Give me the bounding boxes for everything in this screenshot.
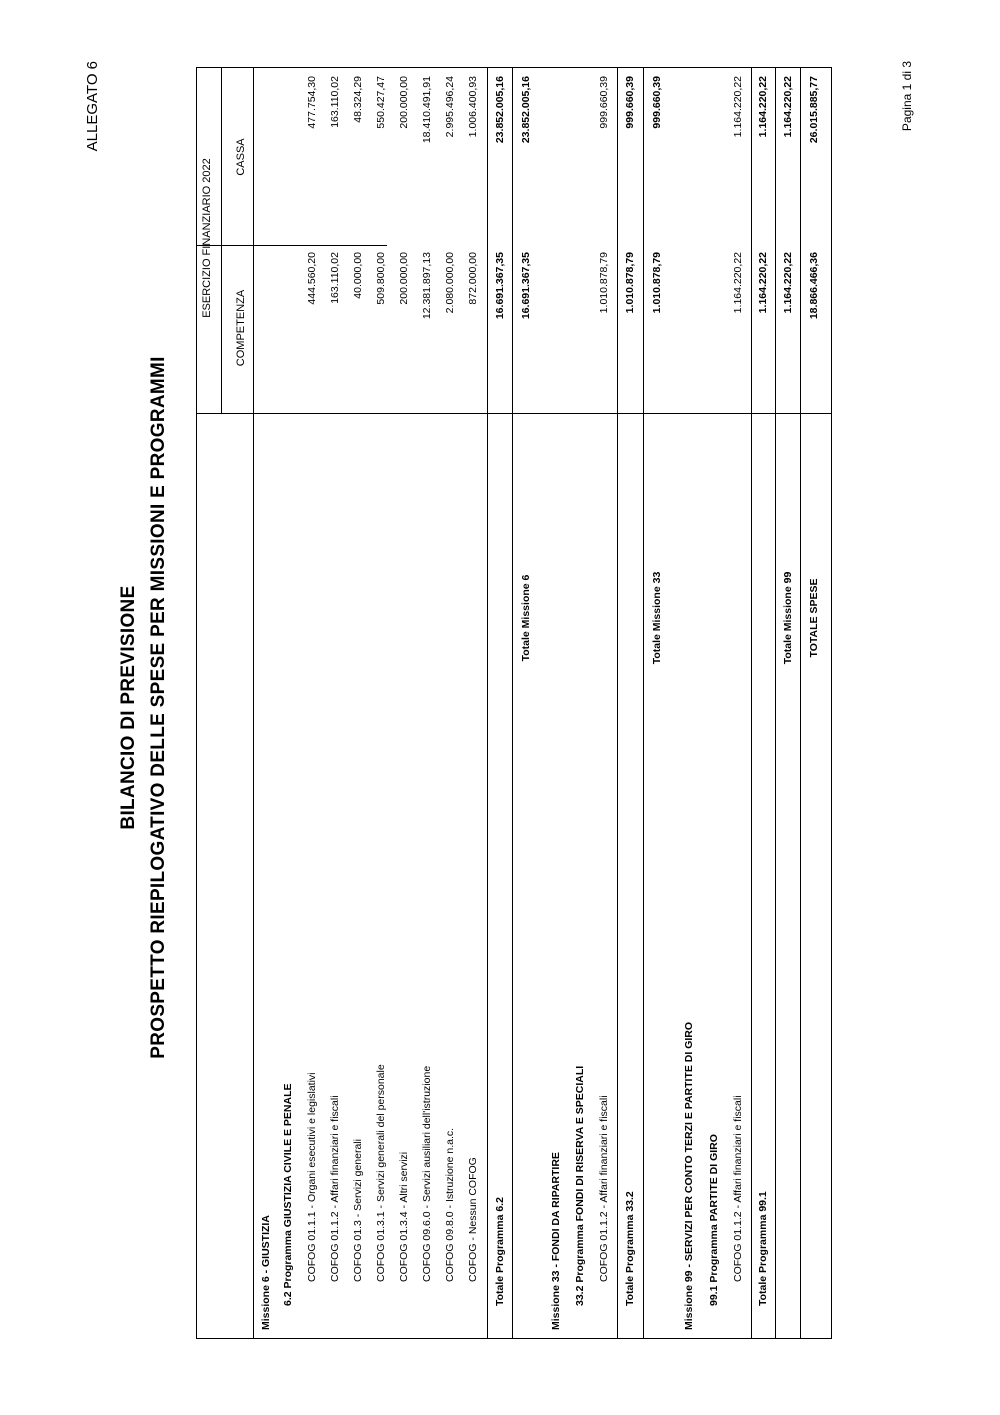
table-row xyxy=(515,68,539,1338)
row-label: COFOG 01.1.2 - Affari finanziari e fiscali xyxy=(598,1095,610,1282)
table-row xyxy=(777,68,801,1338)
cassa-value: 2.995.496,24 xyxy=(444,76,456,138)
competenza-value: 163.110,02 xyxy=(329,252,341,304)
table-row xyxy=(727,68,751,1338)
competenza-value: 1.010.878,79 xyxy=(651,252,663,314)
row-label: 33.2 Programma FONDI DI RISERVA E SPECIALI xyxy=(574,1065,586,1306)
cassa-value: 23.852.005,16 xyxy=(520,76,532,144)
esercizio-header: ESERCIZIO FINANZIARIO 2022 xyxy=(201,158,213,318)
row-label: COFOG 09.6.0 - Servizi ausiliari dell'istruzione xyxy=(421,1065,433,1282)
table-divider xyxy=(253,68,254,1338)
row-label: COFOG - Nessun COFOG xyxy=(467,1157,479,1282)
allegato-label: ALLEGATO 6 xyxy=(84,61,101,152)
row-label: COFOG 01.1.2 - Affari finanziari e fiscali xyxy=(329,1095,341,1282)
cassa-value: 999.660,39 xyxy=(624,76,636,129)
table-divider xyxy=(512,68,513,1338)
row-label: TOTALE SPESE xyxy=(808,578,820,658)
row-label: Totale Programma 99.1 xyxy=(757,1191,769,1306)
table-divider xyxy=(775,68,776,1338)
table-divider xyxy=(487,68,488,1338)
cassa-value: 1.164.220,22 xyxy=(757,76,769,138)
competenza-value: 18.866.466,36 xyxy=(808,252,820,320)
table-row xyxy=(703,68,727,1338)
cassa-value: 163.110,02 xyxy=(329,76,341,128)
table-row xyxy=(347,68,371,1338)
table-divider xyxy=(643,68,644,1338)
row-label: 99.1 Programma PARTITE DI GIRO xyxy=(708,1134,720,1306)
row-label: Totale Programma 33.2 xyxy=(624,1191,636,1306)
table-row xyxy=(646,68,670,1338)
cassa-value: 477.754,30 xyxy=(306,76,318,129)
table-row xyxy=(393,68,417,1338)
table-row xyxy=(370,68,394,1338)
competenza-header: COMPETENZA xyxy=(235,289,247,367)
table-row xyxy=(545,68,569,1338)
table-row xyxy=(301,68,325,1338)
row-label: Totale Missione 6 xyxy=(520,574,532,662)
row-label: Totale Missione 99 xyxy=(782,571,794,665)
row-label: COFOG 01.3.1 - Servizi generali del personale xyxy=(375,1064,387,1282)
cassa-header: CASSA xyxy=(235,138,247,176)
competenza-value: 872.000,00 xyxy=(467,252,479,305)
spese-table xyxy=(196,67,832,1339)
cassa-value: 26.015.885,77 xyxy=(808,76,820,144)
table-row xyxy=(569,68,593,1338)
competenza-value: 16.691.367,35 xyxy=(520,252,532,320)
table-row xyxy=(277,68,301,1338)
table-row xyxy=(619,68,643,1338)
row-label: COFOG 09.8.0 - Istruzione n.a.c. xyxy=(444,1127,456,1282)
row-label: Totale Missione 33 xyxy=(651,571,663,665)
table-row xyxy=(489,68,513,1338)
competenza-value: 16.691.367,35 xyxy=(494,252,506,320)
row-label: 6.2 Programma GIUSTIZIA CIVILE E PENALE xyxy=(282,1083,294,1306)
cassa-value: 18.410.491,91 xyxy=(421,76,433,144)
document-subtitle: PROSPETTO RIEPILOGATIVO DELLE SPESE PER MISSIONI E PROGRAMMI xyxy=(148,356,169,1059)
row-label: COFOG 01.3.4 - Altri servizi xyxy=(398,1151,410,1282)
table-row xyxy=(416,68,440,1338)
table-row xyxy=(593,68,617,1338)
cassa-value: 999.660,39 xyxy=(651,76,663,129)
cassa-value: 1.164.220,22 xyxy=(732,76,744,138)
document-title: BILANCIO DI PREVISIONE xyxy=(118,585,139,830)
row-label: Missione 33 - FONDI DA RIPARTIRE xyxy=(550,1152,562,1330)
cassa-value: 999.660,39 xyxy=(598,76,610,129)
row-label: Totale Programma 6.2 xyxy=(494,1197,506,1306)
table-divider xyxy=(800,68,801,1338)
cassa-value: 48.324,29 xyxy=(352,76,364,123)
competenza-value: 1.010.878,79 xyxy=(624,252,636,314)
row-label: COFOG 01.3 - Servizi generali xyxy=(352,1139,364,1282)
table-row xyxy=(678,68,702,1338)
competenza-value: 1.010.878,79 xyxy=(598,252,610,314)
competenza-value: 1.164.220,22 xyxy=(732,252,744,314)
table-divider xyxy=(617,68,618,1338)
table-divider xyxy=(221,68,222,414)
cassa-value: 23.852.005,16 xyxy=(494,76,506,144)
competenza-value: 1.164.220,22 xyxy=(757,252,769,314)
table-row xyxy=(255,68,279,1338)
competenza-value: 509.800,00 xyxy=(375,252,387,305)
competenza-value: 40.000,00 xyxy=(352,252,364,299)
row-label: Missione 99 - SERVIZI PER CONTO TERZI E PARTITE DI GIRO xyxy=(683,1021,695,1330)
table-row xyxy=(803,68,827,1338)
table-row xyxy=(324,68,348,1338)
competenza-value: 2.080.000,00 xyxy=(444,252,456,314)
cassa-value: 1.006.400,93 xyxy=(467,76,479,138)
cassa-value: 550.427,47 xyxy=(375,76,387,129)
table-row xyxy=(752,68,776,1338)
competenza-value: 444.560,20 xyxy=(306,252,318,305)
table-row xyxy=(439,68,463,1338)
competenza-value: 1.164.220,22 xyxy=(782,252,794,314)
competenza-value: 200.000,00 xyxy=(398,252,410,305)
row-label: COFOG 01.1.1 - Organi esecutivi e legislativi xyxy=(306,1072,318,1282)
cassa-value: 200.000,00 xyxy=(398,76,410,129)
row-label: Missione 6 - GIUSTIZIA xyxy=(260,1215,272,1330)
row-label: COFOG 01.1.2 - Affari finanziari e fiscali xyxy=(732,1095,744,1282)
table-row xyxy=(462,68,486,1338)
cassa-value: 1.164.220,22 xyxy=(782,76,794,138)
page-number: Pagina 1 di 3 xyxy=(900,61,914,132)
competenza-value: 12.381.897,13 xyxy=(421,252,433,320)
